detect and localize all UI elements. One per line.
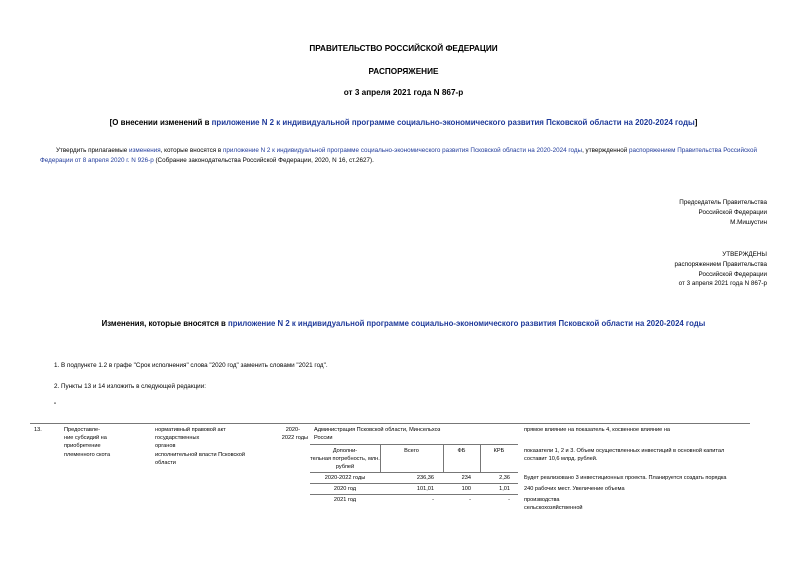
executor-line: Администрация Псковской области, Минсельхоз — [314, 427, 441, 433]
signature-block — [679, 198, 767, 227]
effect-line: сельскохозяйственной — [524, 505, 583, 512]
order-paragraph — [40, 146, 780, 165]
para-text: (Собрание законодательства Российской Федерации, 2020, N 16, ст.2627). — [153, 156, 374, 164]
measure-line: приобретение — [64, 443, 101, 450]
finance-row-fb: 100 — [461, 486, 471, 492]
signature-line: Председатель Правительства — [679, 199, 767, 206]
change-item-1: 1. В подпункте 1.2 в графе "Срок исполнения" слова "2020 год" заменить словами "2021 год". — [54, 362, 328, 369]
finance-row-total: 101,01 — [416, 486, 434, 492]
finance-rule — [310, 494, 518, 495]
doc-type: РАСПОРЯЖЕНИЕ — [368, 67, 439, 76]
act-line: нормативный правовой акт — [155, 427, 226, 433]
title-link[interactable]: приложение N 2 к индивидуальной программе социально-экономического развития Псковской области на 2020-2024 годы — [211, 118, 695, 127]
change-item-2: 2. Пункты 13 и 14 изложить в следующей редакции: — [54, 383, 206, 390]
period-line: 2020- — [285, 427, 300, 433]
quote-mark: " — [54, 402, 57, 409]
need-line: рублей — [335, 464, 355, 471]
effect-line: прямое влияние на показатель 4, косвенное влияние на — [524, 427, 671, 433]
org-name: ПРАВИТЕЛЬСТВО РОССИЙСКОЙ ФЕДЕРАЦИИ — [309, 44, 498, 53]
finance-row-krb: 2,36 — [499, 475, 510, 481]
finance-row-total: 236,36 — [416, 475, 434, 481]
approved-line: распоряжением Правительства — [674, 260, 767, 268]
table-top-rule — [30, 423, 750, 424]
act-line: государственных — [155, 435, 200, 442]
effect-line: производства — [524, 497, 560, 503]
period-line: 2022 годы — [281, 435, 308, 442]
col-total-header: Всего — [404, 448, 419, 454]
changes-prefix: Изменения, которые вносятся в — [101, 319, 229, 328]
measure-line: племенного скота — [64, 451, 111, 458]
signature-line: М.Мишустин — [730, 218, 767, 226]
effect-line: 240 рабочих мест. Увеличение объема — [524, 486, 625, 492]
decree-link[interactable]: распоряжением Правительства Российской Федерации от 8 апреля 2020 г. N 926-р — [40, 147, 757, 164]
effect-line: составит 10,6 млрд. рублей. — [524, 456, 598, 463]
col-krb-header: КРБ — [493, 448, 505, 454]
finance-row-krb: 1,01 — [499, 486, 510, 492]
para-text: Утвердить прилагаемые — [56, 147, 129, 154]
finance-row-fb: 234 — [461, 475, 471, 481]
row-number: 13. — [34, 427, 42, 433]
effect-cell — [524, 447, 724, 463]
finance-rule — [310, 444, 518, 445]
approved-line: УТВЕРЖДЕНЫ — [722, 251, 767, 258]
finance-rule — [310, 483, 518, 484]
changes-link[interactable]: изменения — [129, 147, 161, 154]
finance-row-krb: - — [508, 497, 510, 503]
executor-cell — [314, 426, 440, 442]
para-text: , утвержденной — [582, 147, 629, 154]
approved-line: от 3 апреля 2021 года N 867-р — [678, 280, 767, 288]
signature-line: Российской Федерации — [698, 208, 767, 216]
effect-line: Будет реализовано 3 инвестиционных проекта. Планируется создать порядка — [524, 475, 727, 481]
need-line: Дополни- — [332, 448, 358, 454]
finance-row-total: - — [432, 497, 434, 503]
doc-title — [0, 118, 807, 127]
act-line: области — [155, 459, 176, 466]
effect-line: показатели 1, 2 и 3. Объем осуществленных инвестиций в основной капитал — [524, 448, 725, 454]
changes-heading-link[interactable]: приложение N 2 к индивидуальной программе социально-экономического развития Псковской области на 2020-2024 годы — [228, 319, 706, 328]
measure-cell — [64, 426, 110, 459]
act-line: органов — [155, 443, 176, 450]
finance-row-label: 2020-2022 годы — [324, 475, 366, 481]
title-suffix: ] — [694, 118, 698, 127]
act-line: исполнительной власти Псковской — [155, 451, 246, 458]
measure-line: Предоставле- — [64, 427, 100, 433]
approved-line: Российской Федерации — [698, 270, 767, 278]
effect-cell — [524, 496, 583, 512]
need-header — [310, 447, 380, 472]
changes-heading — [0, 319, 807, 328]
finance-row-label: 2021 год — [333, 497, 357, 503]
need-line: тельная потребность, млн. — [310, 456, 380, 463]
finance-rule — [310, 472, 518, 473]
col-fb-header: ФБ — [457, 448, 466, 454]
measure-line: ние субсидий на — [64, 435, 107, 442]
doc-date-number: от 3 апреля 2021 года N 867-р — [343, 88, 464, 97]
period-cell — [272, 426, 308, 442]
finance-row-label: 2020 год — [333, 486, 357, 492]
act-cell — [155, 426, 245, 467]
para-text: , которые вносятся в — [160, 147, 224, 154]
executor-line: России — [314, 435, 333, 442]
title-prefix: [О внесении изменений в — [109, 118, 212, 127]
approved-block — [675, 250, 767, 289]
finance-row-fb: - — [469, 497, 471, 503]
appendix-link[interactable]: приложение N 2 к индивидуальной программе социально-экономического развития Псковской области на 2020-2024 годы — [223, 147, 583, 154]
